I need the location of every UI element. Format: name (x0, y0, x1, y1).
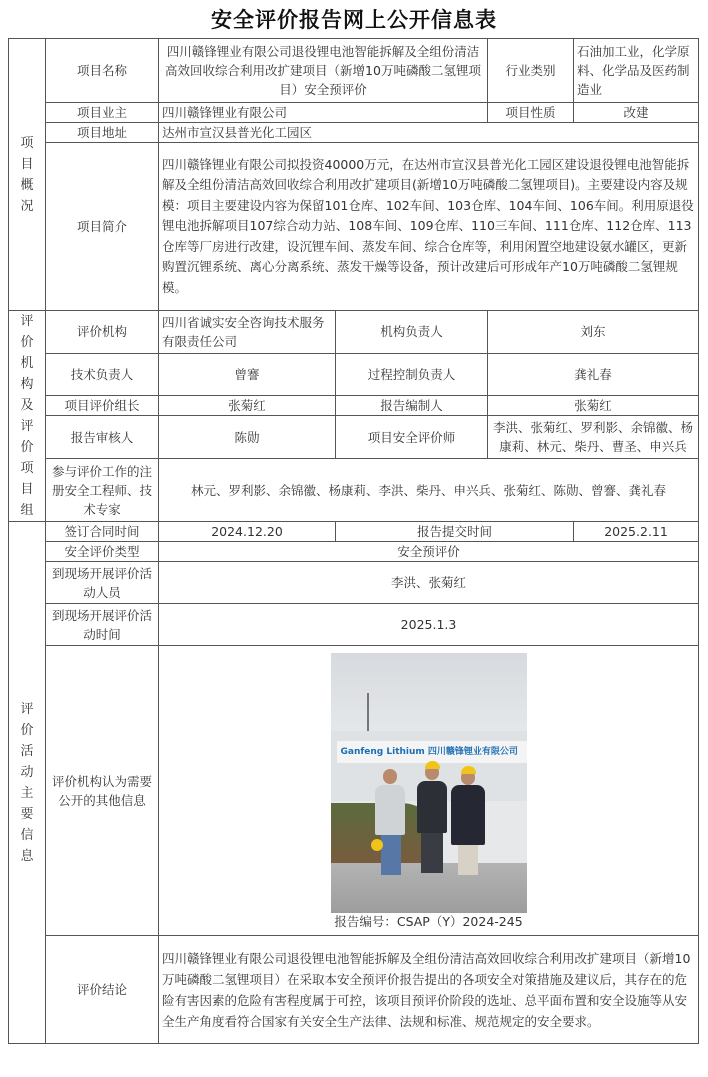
nature-value: 改建 (574, 103, 699, 123)
industry-label: 行业类别 (488, 39, 574, 103)
experts-label: 参与评价工作的注册安全工程师、技术专家 (46, 459, 159, 522)
photo-helmet-2 (425, 761, 440, 769)
other-info (159, 646, 699, 936)
address-value: 达州市宣汉县普光化工园区 (159, 123, 699, 143)
reviewer-label: 报告审核人 (46, 416, 159, 459)
project-name-label: 项目名称 (46, 39, 159, 103)
conclusion-label: 评价结论 (46, 936, 159, 1044)
type-value: 安全预评价 (159, 542, 699, 562)
site-photo (331, 653, 527, 913)
photo-person-2-legs (421, 831, 443, 873)
head-value: 刘东 (488, 311, 699, 354)
head-label: 机构负责人 (336, 311, 488, 354)
submit-value: 2025.2.11 (574, 522, 699, 542)
process-label: 过程控制负责人 (336, 353, 488, 396)
owner-value: 四川赣锋锂业有限公司 (159, 103, 488, 123)
section-activity: 评价活动主要信息 (9, 522, 46, 1044)
photo-person-3 (451, 785, 485, 845)
safety-label: 项目安全评价师 (336, 416, 488, 459)
safety-value: 李洪、张菊红、罗利影、余锦徽、杨康莉、林元、柴丹、曹圣、申兴兵 (488, 416, 699, 459)
other-label: 评价机构认为需要公开的其他信息 (46, 646, 159, 936)
contract-value: 2024.12.20 (159, 522, 336, 542)
tech-value: 曾謇 (159, 353, 336, 396)
staff-value: 李洪、张菊红 (159, 562, 699, 604)
leader-label: 项目评价组长 (46, 396, 159, 416)
process-value: 龚礼春 (488, 353, 699, 396)
submit-label: 报告提交时间 (336, 522, 574, 542)
experts-value: 林元、罗利影、余锦徽、杨康莉、李洪、柴丹、申兴兵、张菊红、陈勋、曾謇、龚礼春 (159, 459, 699, 522)
time-value: 2025.1.3 (159, 604, 699, 646)
type-label: 安全评价类型 (46, 542, 159, 562)
org-value: 四川省诚实安全咨询技术服务有限责任公司 (159, 311, 336, 354)
owner-label: 项目业主 (46, 103, 159, 123)
leader-value: 张菊红 (159, 396, 336, 416)
tech-label: 技术负责人 (46, 353, 159, 396)
conclusion-value: 四川赣锋锂业有限公司退役锂电池智能拆解及全组份清洁高效回收综合利用改扩建项目（新增10万吨磷酸二氢锂项目）在采取本安全预评价报告提出的各项安全对策措施及建议后，其存在的危险有害因素的危险有害程度属于可控，该项目预评价阶段的选址、总平面布置和安全设施等从安全生产角度看符合国家有关安全生产法律、法规和标准、规范规定的安全要求。 (159, 936, 699, 1044)
info-table (8, 38, 699, 1044)
nature-label: 项目性质 (488, 103, 574, 123)
project-name: 四川赣锋锂业有限公司退役锂电池智能拆解及全组份清洁高效回收综合利用改扩建项目（新增10万吨磷酸二氢锂项目）安全预评价 (159, 39, 488, 103)
section-institution: 评价机构及评价项目组 (9, 311, 46, 522)
industry-value: 石油加工业，化学原料、化学品及医药制造业 (574, 39, 699, 103)
photo-person-1-legs (381, 833, 401, 875)
photo-helmet-3 (461, 766, 476, 774)
reviewer-value: 陈勋 (159, 416, 336, 459)
section-overview: 项目概况 (9, 39, 46, 311)
photo-person-1 (375, 785, 405, 835)
time-label: 到现场开展评价活动时间 (46, 604, 159, 646)
staff-label: 到现场开展评价活动人员 (46, 562, 159, 604)
org-label: 评价机构 (46, 311, 159, 354)
writer-value: 张菊红 (488, 396, 699, 416)
photo-person-3-legs (458, 843, 478, 875)
report-number: 报告编号：CSAP（Y）2024-245 (334, 913, 523, 929)
page-title: 安全评价报告网上公开信息表 (211, 8, 497, 32)
photo-person-2 (417, 781, 447, 833)
address-label: 项目地址 (46, 123, 159, 143)
intro-label: 项目简介 (46, 143, 159, 311)
writer-label: 报告编制人 (336, 396, 488, 416)
intro-value: 四川赣锋锂业有限公司拟投资40000万元，在达州市宣汉县普光化工园区建设退役锂电池智能拆解及全组份清洁高效回收综合利用改扩建项目(新增10万吨磷酸二氢锂项目)。主要建设内容及规模：项目主要建设内容为保留101仓库、102车间、103仓库、104车间、106车间。利用原退役锂电池拆解项目107综合动力站、108车间、109仓库、110三车间、111仓库、112仓库、113仓库等厂房进行改建，设沉锂车间、蒸发车间、综合仓库等，利用闲置空地建设氨水罐区，更新购置沉锂系统、离心分离系统、蒸发干燥等设备，预计改建后可形成年产10万吨磷酸二氢锂规模。 (159, 143, 699, 311)
contract-label: 签订合同时间 (46, 522, 159, 542)
photo-helmet-in-hand (371, 839, 383, 851)
photo-company-sign: Ganfeng Lithium 四川赣锋锂业有限公司 (337, 741, 527, 763)
photo-head-1 (383, 769, 397, 784)
